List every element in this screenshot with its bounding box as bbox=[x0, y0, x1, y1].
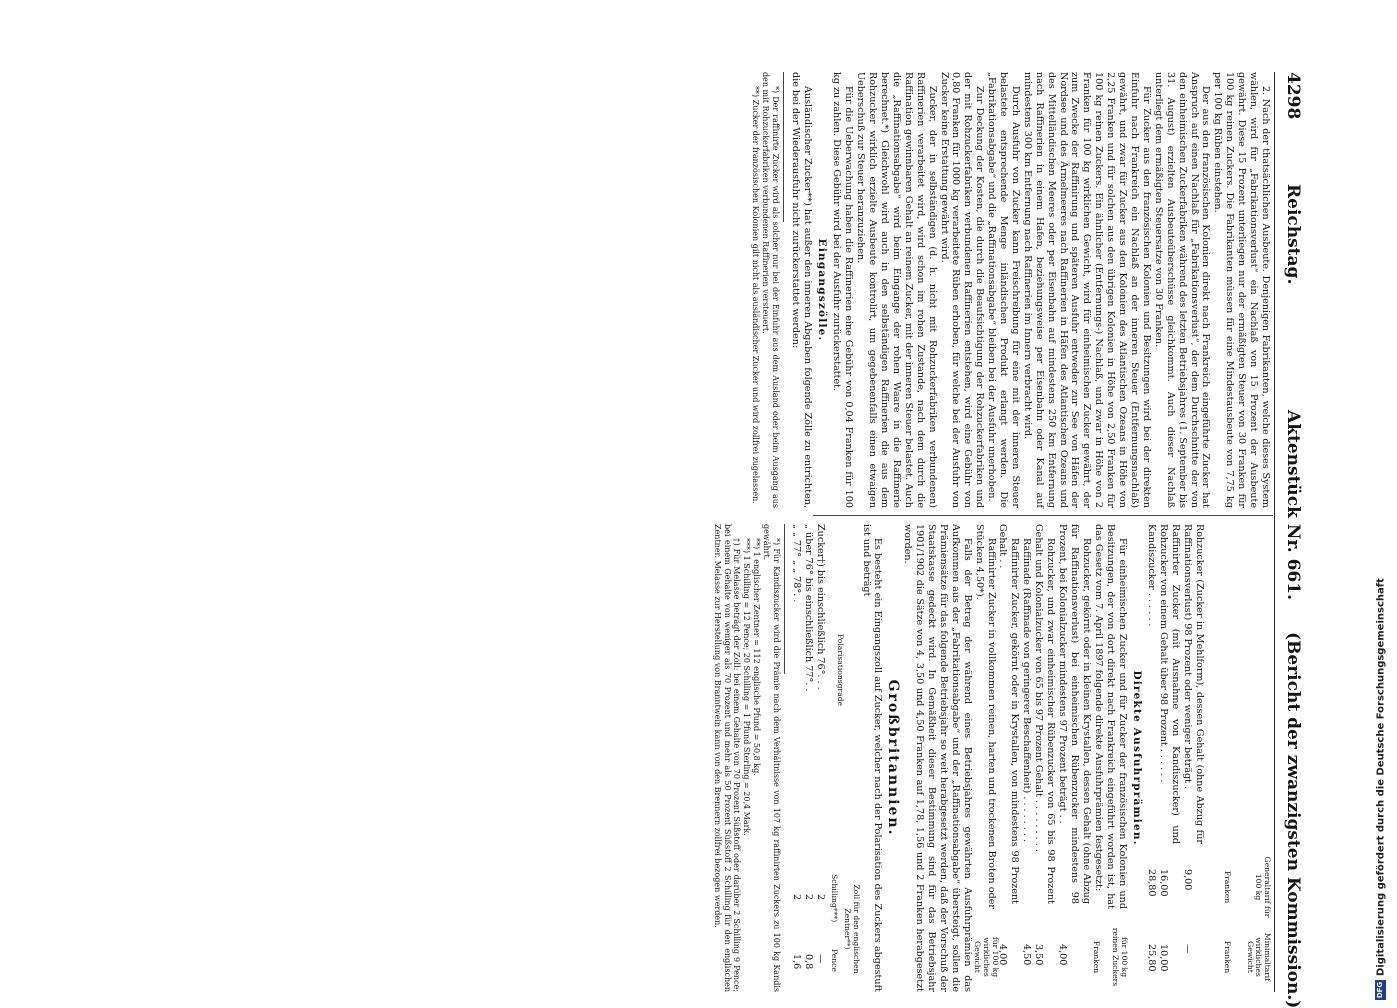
general-value: 9,00 bbox=[1182, 869, 1194, 891]
premium-value: 4,00 bbox=[997, 944, 1009, 966]
dfg-logo: DFG bbox=[1376, 981, 1384, 999]
table-row bbox=[814, 524, 826, 992]
footnote-rule bbox=[784, 524, 785, 674]
section-heading: Direkte Ausfuhrprämien. bbox=[1131, 670, 1144, 846]
row-label: Rohzucker, gekörnt oder in kleinen Krystallen, dessen Gehalt (ohne Abzug für Raffinationsverlust) bei einheimischen Rübenzucker mindestens 98 Prozent, bei Kolonialzucker mindestens 97 Prozent beträgt . . bbox=[1057, 524, 1092, 904]
table-row bbox=[1157, 524, 1181, 992]
pence-value: 0,8 bbox=[802, 954, 814, 970]
customs-table-header bbox=[826, 524, 860, 992]
row-label: Zucker†) bis einschließlich 76°. . . bbox=[814, 524, 826, 690]
paragraph: Falls der Betrag der während eines Betriebsjahres gewährten Ausfuhrprämien das Aufkommen aus der „Fabrikationsabgabe“ und der „Raffinationsabgabe“ übersteigt, sollen die Prämiensätze für das folgende Betriebsjahr so weit herabgesetzt werden, daß der Vorschuß der Staatskasse gedeckt wird. In Gemäßheit dieser Bestimmung sind für das Betriebsjahr 1901/1902 die Sätze von 4, 3,50 und 4,50 Franken auf 1,78, 1,56 und 2 Franken herabgesetzt worden. bbox=[902, 524, 973, 992]
header-aktenstueck: Aktenstück Nr. 661. bbox=[1283, 410, 1303, 601]
row-label: Raffinirter Zucker (mit Ausnahme von Kandiszucker) und Rohzucker von einem Gehalt über 98 Prozent . . . . . . bbox=[1158, 524, 1182, 844]
paragraph: Der aus den französischen Kolonien direkt nach Frankreich eingeführte Zucker hat Anspruch auf einen Nachlaß für „Fabrikationsverlust“, der dem Durchschnitte der von den einheimischen Zuckerfabriken während des letzten Betriebsjahres (1. September bis 31. August) erzielten Ausbeuteüberschüsse gleichkommt. Auch dieser Nachlaß unterliegt dem ermäßigten Steuersatze von 30 Franken. bbox=[1152, 72, 1212, 508]
header-rule bbox=[1274, 72, 1275, 992]
tariff-table-header bbox=[1205, 524, 1271, 992]
running-header bbox=[1277, 72, 1305, 1008]
row-label: „ über 76° bis einschließlich 77°. . bbox=[802, 524, 814, 692]
rotated-print-page bbox=[105, 72, 1305, 1008]
footnote: *) Der raffinirte Zucker wird als solcher nur bei der Einfuhr aus dem Ausland oder beim Ausgang aus den mit Rohzuckerfabriken verbundenen Raffinerien versteuert. bbox=[760, 72, 780, 508]
general-tariff-unit: Franken bbox=[1223, 870, 1232, 904]
general-tariff-header: Generaltarif für 100 kg bbox=[1254, 856, 1272, 918]
row-label: Raffinade (Raffinade von geringerer Beschaffenheit) . . . . . . . . bbox=[1021, 538, 1033, 843]
paragraph: Durch Ausfuhr von Zucker kann Freischreibung für eine mit der inneren Steuer belastete entsprechende Menge inländischen Produkt erlangt werden. Die „Fabrikationsabgabe“ und die „Raffinationsabgabe“ bleiben bei der Ausfuhr unerhoben. bbox=[986, 72, 1021, 508]
pence-unit: Pence bbox=[829, 949, 839, 972]
page-number: 4298 bbox=[1283, 72, 1303, 120]
premium-value: 4,00 bbox=[1057, 944, 1069, 966]
footnote: †) Für Melasse beträgt der Zoll: bei einem Gehalte von 70 Prozent Süßstoff oder darüber 2 Schilling 9 Pence; bei einem Gehalte von weniger als 70 Prozent und mehr als 50 Prozent Süßstoff 2 Schilling für den englischen Zentner. Melasse zur Herstellung von Branntwein kann von den Brennern zollfrei bezogen werden. bbox=[712, 524, 742, 992]
column-divider bbox=[813, 515, 1273, 516]
premium-value: 3,50 bbox=[1033, 944, 1045, 966]
table-row bbox=[1032, 524, 1056, 992]
duty-header: Zoll für den englischen Zentner**) bbox=[843, 884, 861, 974]
row-label: Raffinirter Zucker, gekörnt oder in Krystallen, von mindestens 98 Prozent Gehalt . . bbox=[997, 524, 1021, 904]
paragraph: Für die Ueberwachung haben die Raffinerien eine Gebühr von 0,04 Franken für 100 kg zu zahlen. Diese Gebühr wird bei der Ausfuhr zurückerstattet. bbox=[831, 72, 855, 508]
minimal-tariff-header: Minimaltarif wirkliches Gewicht bbox=[1245, 932, 1272, 982]
header-report: (Bericht der zwanzigsten Kommission.) bbox=[1283, 632, 1303, 1008]
paragraph: Für einheimischen Zucker und für Zucker der französischen Kolonien und Besitzungen, der von dort direkt nach Frankreich eingeführt worden ist, hat das Gesetz vom 7. April 1897 folgende direkte Ausfuhrprämien festgesetzt: bbox=[1092, 524, 1128, 909]
footnote: **) 1 englischer Zentner = 112 englische Pfund = 50,8 kg. bbox=[752, 538, 762, 776]
row-label: „ „ 77° „ „ 78°. . bbox=[790, 524, 802, 603]
table-row bbox=[1145, 524, 1157, 992]
digitization-text: Digitalisierung gefördert durch die Deutsche Forschungsgemeinschaft bbox=[1375, 578, 1387, 976]
general-value: 28,80 bbox=[1146, 869, 1158, 897]
paragraph: Für Zucker aus den französischen Kolonien und Besitzungen wird bei der direkten Einfuhr nach Frankreich ein Nachlaß an der inneren Steuer (Entfernungsnachlaß) gewährt, und zwar für Zucker aus den Kolonien des Atlantischen Ozeans in Höhe von 2,25 Franken und für solchen aus den übrigen Kolonien in Höhe von 2,50 Franken für 100 kg reinen Zuckers. Ein ähnlicher (Entfernungs-) Nachlaß, und zwar in Höhe von 2 Franken für 100 kg wirklichen Gewicht, wird für einheimischen Zucker gewährt, der zum Zwecke der Raffinirung und späteren Ausfuhr entweder zur See von Häfen der Nordsee und des Ärmelmeeres nach Raffinerien in Häfen des Atlantischen Ozeans und des Mittelländischen Meeres oder per Eisenbahn auf mindestens 250 km Entfernung nach Raffinerien in einem Hafen, beziehungsweise per Eisenbahn oder Kanal auf mindestens 300 km Entfernung nach Raffinerien im Innern verbracht wird. bbox=[1021, 72, 1152, 508]
table-row bbox=[802, 524, 814, 992]
row-label: Rohzucker (Zucker in Mehlform), dessen Gehalt (ohne Abzug für Raffinationsverlust) 98 Prozent oder weniger beträgt . bbox=[1182, 524, 1205, 844]
table-row bbox=[1056, 524, 1092, 992]
digitization-notice bbox=[1375, 0, 1389, 1000]
tariff-rows bbox=[1145, 524, 1205, 992]
right-column bbox=[111, 524, 1271, 992]
unit-header: für 100 kg reinen Zuckers bbox=[1110, 927, 1129, 987]
header-title: Reichstag. bbox=[1283, 184, 1303, 285]
table-row bbox=[997, 524, 1021, 992]
footnote: ***) 1 Schilling = 12 Pence; 20 Schilling = 1 Pfund Sterling = 20,4 Mark. bbox=[742, 538, 752, 836]
row-label: Rohzucker, und zwar einheimischer Rübenzucker von 65 bis 98 Prozent Gehalt und Kolonialzucker von 65 bis 97 Prozent Gehalt . . . . . . . . . bbox=[1033, 524, 1057, 904]
paragraph: Ausländischer Zucker**) hat außer den inneren Abgaben folgende Zölle zu entrichten, die bei der Wiederausfuhr nicht zurückerstattet werden: bbox=[789, 72, 813, 508]
table-row bbox=[1020, 524, 1032, 992]
section-heading: Großbritannien. bbox=[885, 679, 902, 837]
shilling-value: 2 bbox=[814, 894, 826, 901]
minimal-value: — bbox=[1182, 944, 1194, 954]
pence-value: 1,6 bbox=[790, 954, 802, 970]
section-heading: Eingangszölle. bbox=[816, 238, 829, 342]
pence-value: — bbox=[814, 954, 826, 964]
shilling-value: 2 bbox=[802, 894, 814, 901]
export-premium-rows bbox=[997, 524, 1092, 992]
shilling-value: 2 bbox=[790, 894, 802, 901]
row-label: Kandiszucker . . . . . . bbox=[1146, 524, 1158, 627]
footnote: *) Für Kandiszucker wird die Prämie nach dem Verhältnisse von 107 kg raffinirten Zuckers zu 100 kg Kandis gewährt. bbox=[761, 524, 781, 992]
paragraph: Raffinirter Zucker in vollkommen reinen, harten und trockenen Broten oder Stücken 4,50*). bbox=[973, 524, 997, 909]
table-row bbox=[790, 524, 802, 992]
paragraph: Zur Deckung der Kosten, die durch die Beaufsichtigung der Rohzuckerfabriken und der mit Rohzuckerfabriken verbundenen Raffinerien entstehen, wird eine Gebühr von 0,80 Franken für 1000 kg verarbeitete Rüben erhoben, für welche bei der Ausfuhr von Zucker keine Erstattung gewährt wird. bbox=[938, 72, 986, 508]
paragraph: Es besteht ein Eingangszoll auf Zucker, welcher nach der Polarisation des Zuckers abgestuft ist und beträgt bbox=[860, 524, 884, 992]
minimal-tariff-unit: Franken bbox=[1223, 940, 1232, 974]
paragraph: Zucker, der in selbständigen (d. h. nicht mit Rohzuckerfabriken verbundenen) Raffinerien verarbeitet wird, wird schon im rohen Zustande, nach dem durch die Raffination gewinnbaren Gehalt an reinem Zucker, mit der inneren Steuer belastet. Auch die „Raffinationsabgabe“ wird beim Eingange der rohen Waare in die Raffinerie berechnet.*) Gleichwohl wird auch in den selbständigen Raffinerien die aus dem Rohzucker wirklich erzielte Ausbeute kontrolirt, um gegebenenfalls einen etwaigen Ueberschuß zur Steuer heranzuziehen. bbox=[855, 72, 938, 508]
premium-value: 4,50 bbox=[1021, 944, 1033, 966]
footnote: **) Zucker der französischen Kolonien gilt nicht als ausländischer Zucker und wird zollfrei zugelassen. bbox=[751, 86, 761, 504]
minimal-value: 10,00 bbox=[1158, 944, 1170, 972]
polarisation-header: Polarisationsgrade bbox=[835, 634, 845, 707]
table-row bbox=[1181, 524, 1205, 992]
left-column bbox=[111, 72, 1271, 508]
paragraph: 2. Nach der thatsächlichen Ausbeute. Denjenigen Fabrikanten, welche dieses System wählen, wird für „Fabrikationsverlust“ ein Nachlaß von 15 Prozent der Ausbeute gewährt. Diese 15 Prozent unterliegen nur der ermäßigten Steuer von 30 Franken für 100 kg reinen Zuckers. Die Fabrikanten müssen für eine Mindestausbeute von 7,75 kg per 100 kg Rüben einstehen. bbox=[1212, 72, 1271, 508]
footnote-rule bbox=[783, 72, 784, 222]
minimal-value: 25,80 bbox=[1146, 944, 1158, 972]
unit-header-weight: für 100 kg wirkliches Gewicht bbox=[973, 936, 1000, 978]
shilling-unit: Schilling***) bbox=[829, 874, 839, 923]
general-value: 16,00 bbox=[1158, 869, 1170, 897]
unit-header-franken: Franken bbox=[1091, 940, 1101, 974]
